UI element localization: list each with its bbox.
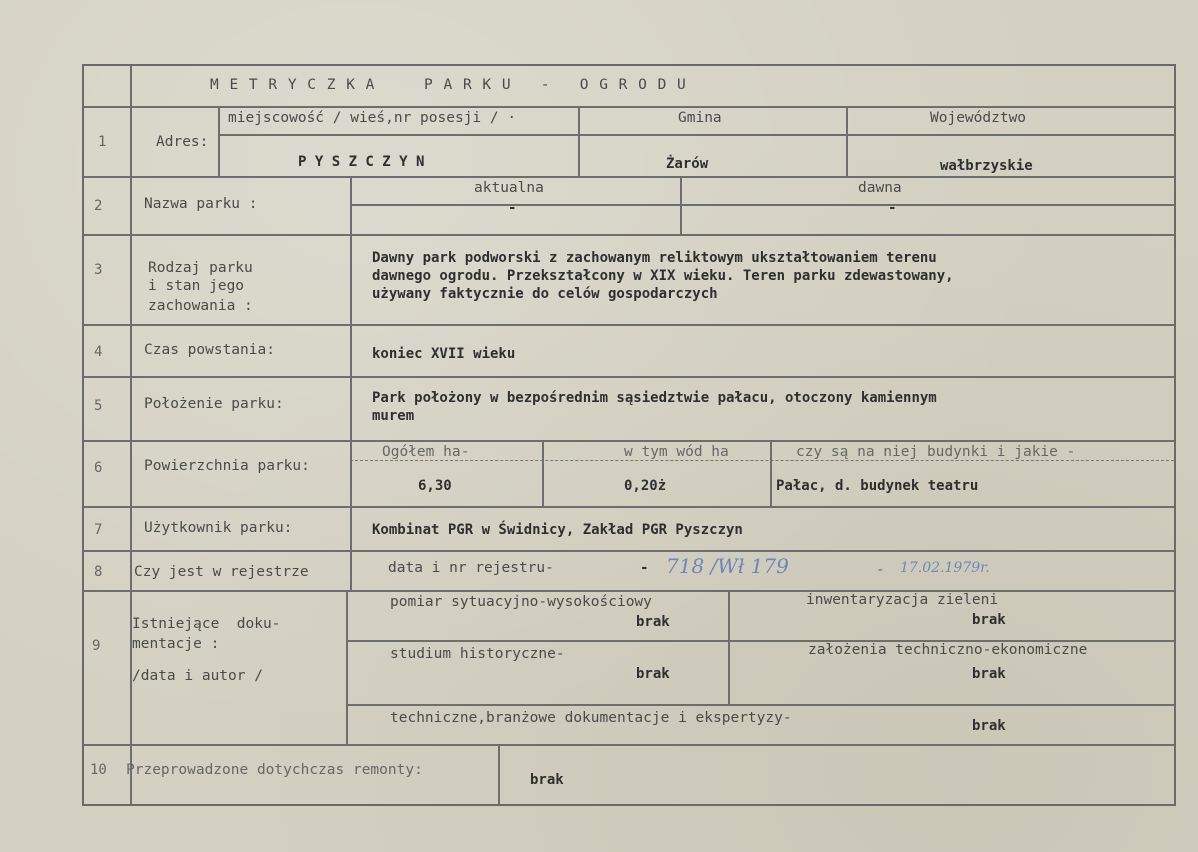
rule xyxy=(680,176,682,234)
row-number: 2 xyxy=(94,198,103,214)
rule xyxy=(498,744,500,804)
rule xyxy=(130,66,132,804)
rule xyxy=(84,234,1174,236)
row-number: 1 xyxy=(98,134,107,150)
address-label: Adres: xyxy=(156,134,209,150)
rule xyxy=(346,704,1174,706)
greenery-label: inwentaryzacja zieleni xyxy=(806,592,999,608)
buildings-value: Pałac, d. budynek teatru xyxy=(776,478,979,494)
rule xyxy=(350,204,1174,206)
row-number: 7 xyxy=(94,522,103,538)
gmina-value: Żarów xyxy=(666,156,709,172)
row-number: 3 xyxy=(94,262,103,278)
user-label: Użytkownik parku: xyxy=(144,520,293,536)
former-name-header: dawna xyxy=(858,180,902,196)
row-number: 10 xyxy=(90,762,107,778)
row-number: 8 xyxy=(94,564,103,580)
area-label: Powierzchnia parku: xyxy=(144,458,310,474)
current-name-header: aktualna xyxy=(474,180,544,196)
documentation-label-line: /data i autor / xyxy=(132,668,263,684)
former-name-value: - xyxy=(888,200,897,216)
rule xyxy=(728,590,730,704)
tech-econ-value: brak xyxy=(972,666,1006,682)
locality-column-header: miejscowość / wieś,nr posesji / · xyxy=(228,110,517,126)
register-dash: - xyxy=(640,560,649,576)
rule xyxy=(542,440,544,506)
water-area-value: 0,20ż xyxy=(624,478,667,494)
register-number-handwritten: 718 /Wł 179 xyxy=(666,554,789,578)
location-label: Położenie parku: xyxy=(144,396,284,412)
total-area-header: Ogółem ha- xyxy=(382,444,470,460)
greenery-value: brak xyxy=(972,612,1006,628)
rule xyxy=(84,376,1174,378)
tech-econ-label: założenia techniczno-ekonomiczne xyxy=(808,642,1088,658)
buildings-header: czy są na niej budynki i jakie - xyxy=(796,444,1076,460)
technical-docs-value: brak xyxy=(972,718,1006,734)
rule xyxy=(846,106,848,176)
rule xyxy=(350,176,352,590)
park-type-label-line: zachowania : xyxy=(148,298,253,314)
voivodeship-column-header: Województwo xyxy=(930,110,1027,126)
park-record-form xyxy=(82,64,1176,806)
register-dash: - xyxy=(876,562,885,578)
register-label: Czy jest w rejestrze xyxy=(134,564,309,580)
total-area-value: 6,30 xyxy=(418,478,452,494)
rule xyxy=(84,590,1174,592)
park-type-text-line: używany faktycznie do celów gospodarczych xyxy=(372,286,718,302)
rule xyxy=(84,550,1174,552)
row-number: 5 xyxy=(94,398,103,414)
current-name-value: - xyxy=(508,200,517,216)
survey-value: brak xyxy=(636,614,670,630)
rule xyxy=(578,106,580,176)
rule xyxy=(84,744,1174,746)
water-area-header: w tym wód ha xyxy=(624,444,729,460)
creation-time-value: koniec XVII wieku xyxy=(372,346,516,362)
documentation-label-line: Istniejące doku- xyxy=(132,616,281,632)
park-type-label-line: i stan jego xyxy=(148,278,245,294)
locality-value: P Y S Z C Z Y N xyxy=(298,154,425,170)
technical-docs-label: techniczne,branżowe dokumentacje i ekspertyzy- xyxy=(390,710,792,726)
survey-label: pomiar sytuacyjno-wysokościowy xyxy=(390,594,652,610)
voivodeship-value: wałbrzyskie xyxy=(940,158,1033,174)
creation-time-label: Czas powstania: xyxy=(144,342,275,358)
rule xyxy=(84,176,1174,178)
register-date-handwritten: 17.02.1979r. xyxy=(900,560,990,576)
rule xyxy=(218,134,1174,136)
park-type-text-line: Dawny park podworski z zachowanym reliktowym ukształtowaniem terenu xyxy=(372,250,937,266)
history-study-label: studium historyczne- xyxy=(390,646,565,662)
rule xyxy=(346,590,348,744)
renovations-value: brak xyxy=(530,772,564,788)
location-text-line: Park położony w bezpośrednim sąsiedztwie pałacu, otoczony kamiennym xyxy=(372,390,937,406)
park-name-label: Nazwa parku : xyxy=(144,196,258,212)
rule xyxy=(84,106,1174,108)
documentation-label-line: mentacje : xyxy=(132,636,220,652)
gmina-column-header: Gmina xyxy=(678,110,722,126)
park-type-text-line: dawnego ogrodu. Przekształcony w XIX wieku. Teren parku zdewastowany, xyxy=(372,268,954,284)
rule xyxy=(218,106,220,176)
user-value: Kombinat PGR w Świdnicy, Zakład PGR Pyszczyn xyxy=(372,522,743,538)
form-title: M E T R Y C Z K A P A R K U - O G R O D U xyxy=(210,77,687,93)
row-number: 6 xyxy=(94,460,103,476)
history-study-value: brak xyxy=(636,666,670,682)
location-text-line: murem xyxy=(372,408,415,424)
rule xyxy=(770,440,772,506)
row-number: 4 xyxy=(94,344,103,360)
register-field-label: data i nr rejestru- xyxy=(388,560,554,576)
row-number: 9 xyxy=(92,638,101,654)
rule xyxy=(84,506,1174,508)
park-type-label-line: Rodzaj parku xyxy=(148,260,253,276)
rule xyxy=(84,440,1174,442)
renovations-label: Przeprowadzone dotychczas remonty: xyxy=(126,762,423,778)
rule xyxy=(84,324,1174,326)
